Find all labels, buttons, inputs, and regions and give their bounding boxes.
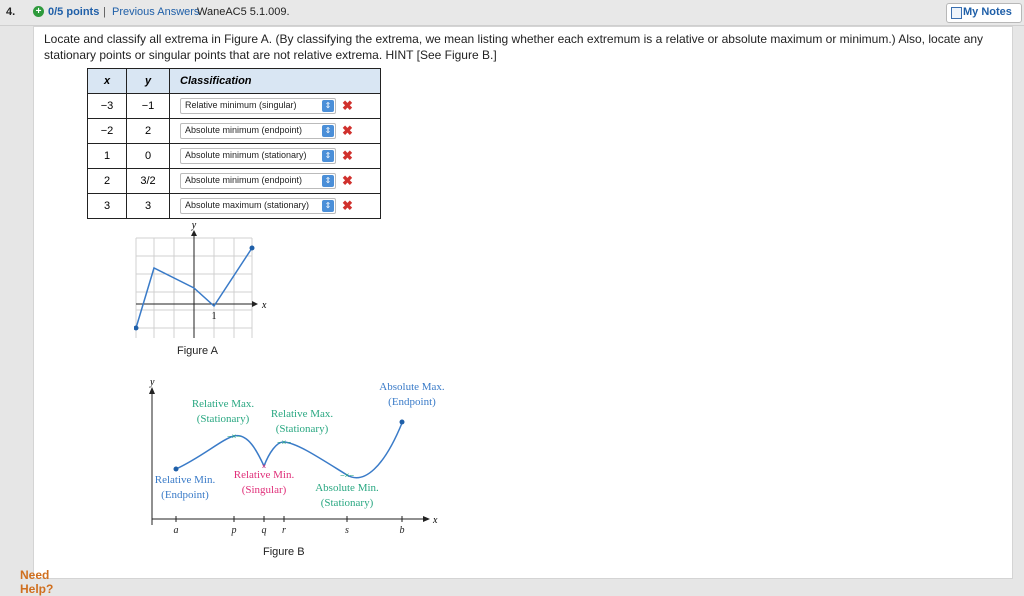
table-row — [88, 94, 381, 119]
figure-a-y-label: y — [191, 220, 197, 231]
question-prompt: Locate and classify all extrema in Figure A. (By classifying the extrema, we mean listing whether each extremum is a relative or absolute maximum or minimum.) Also, locate any stationary points or singular points that are not relative extrema. HINT [See Figure B.] — [44, 32, 984, 62]
figure-b-rel-max2-marker: −×− — [276, 438, 292, 447]
select-value: Absolute minimum (stationary) — [185, 150, 307, 160]
rel-max2-label-2: (Stationary) — [275, 423, 329, 435]
figure-a-x-arrow — [252, 301, 258, 307]
table-header-row — [88, 69, 381, 94]
cell-classification — [170, 169, 381, 194]
figure-b-y-arrow — [149, 387, 155, 394]
points-link[interactable]: 0/5 points — [48, 6, 100, 18]
select-arrows-icon: ⇕ — [322, 125, 334, 137]
figure-b-y-label: y — [150, 377, 155, 388]
classification-select[interactable] — [180, 123, 336, 139]
rel-max1-label-2: (Stationary) — [196, 413, 250, 425]
previous-answers-link[interactable]: Previous Answers — [112, 6, 200, 18]
abs-min-label-1: Absolute Min. — [315, 482, 379, 494]
figure-b-graph — [142, 375, 472, 545]
question-card — [33, 26, 1013, 579]
abs-max-label-2: (Endpoint) — [388, 396, 436, 408]
rel-min-end-label-2: (Endpoint) — [161, 489, 209, 501]
figure-b-right-endpoint — [400, 420, 405, 425]
answer-table — [87, 68, 381, 219]
figure-a-right-endpoint — [250, 246, 255, 251]
select-value: Absolute minimum (endpoint) — [185, 175, 303, 185]
figure-a-graph — [134, 220, 269, 340]
figure-a-left-endpoint — [134, 326, 139, 331]
figure-b-rel-max1-marker: −×− — [226, 432, 242, 441]
classification-select[interactable] — [180, 173, 336, 189]
figure-b-abs-min-marker: −×− — [339, 471, 355, 480]
cell-classification — [170, 144, 381, 169]
cell-y: 3/2 — [127, 169, 170, 194]
classification-select[interactable] — [180, 148, 336, 164]
figure-a-tick-label: 1 — [211, 311, 217, 322]
figure-b-singular-marker: × — [261, 462, 267, 471]
select-arrows-icon: ⇕ — [322, 150, 334, 162]
cell-x: 2 — [88, 169, 127, 194]
cell-x: 3 — [88, 194, 127, 219]
figure-a-x-label: x — [262, 300, 267, 311]
question-code: WaneAC5 5.1.009. — [197, 6, 290, 18]
incorrect-icon: ✖ — [342, 123, 353, 138]
cell-classification — [170, 119, 381, 144]
select-arrows-icon: ⇕ — [322, 175, 334, 187]
rel-min-sing-label-1: Relative Min. — [233, 469, 295, 481]
header-classification: Classification — [170, 69, 381, 94]
incorrect-icon: ✖ — [342, 173, 353, 188]
cell-classification — [170, 94, 381, 119]
select-value: Relative minimum (singular) — [185, 100, 297, 110]
incorrect-icon: ✖ — [342, 98, 353, 113]
my-notes-label: My Notes — [963, 6, 1012, 18]
tick-p: p — [231, 525, 237, 536]
rel-min-sing-label-2: (Singular) — [241, 484, 287, 496]
cell-x: −2 — [88, 119, 127, 144]
rel-min-end-label-1: Relative Min. — [154, 474, 216, 486]
cell-y: 0 — [127, 144, 170, 169]
separator: | — [103, 6, 106, 18]
tick-b: b — [399, 525, 405, 536]
figure-b-x-arrow — [423, 516, 430, 522]
tick-q: q — [261, 525, 267, 536]
figure-b-x-label: x — [433, 515, 438, 526]
abs-min-label-2: (Stationary) — [320, 497, 374, 509]
abs-max-label-1: Absolute Max. — [379, 381, 445, 393]
incorrect-icon: ✖ — [342, 198, 353, 213]
rel-max2-label-1: Relative Max. — [270, 408, 334, 420]
select-value: Absolute minimum (endpoint) — [185, 125, 303, 135]
classification-select[interactable] — [180, 98, 336, 114]
cell-y: 3 — [127, 194, 170, 219]
classification-select[interactable] — [180, 198, 336, 214]
figure-b-caption: Figure B — [263, 546, 305, 558]
cell-y: 2 — [127, 119, 170, 144]
header-x: x — [88, 69, 127, 94]
table-row — [88, 119, 381, 144]
cell-y: −1 — [127, 94, 170, 119]
header-y: y — [127, 69, 170, 94]
tick-r: r — [282, 525, 286, 536]
table-row — [88, 194, 381, 219]
incorrect-icon: ✖ — [342, 148, 353, 163]
figure-b-left-endpoint — [174, 467, 179, 472]
tick-s: s — [345, 525, 349, 536]
table-row — [88, 144, 381, 169]
notes-icon — [951, 7, 962, 19]
select-arrows-icon: ⇕ — [322, 100, 334, 112]
table-row — [88, 169, 381, 194]
figure-a-caption: Figure A — [177, 345, 218, 357]
cell-classification — [170, 194, 381, 219]
select-arrows-icon: ⇕ — [322, 200, 334, 212]
cell-x: −3 — [88, 94, 127, 119]
cell-x: 1 — [88, 144, 127, 169]
rel-max1-label-1: Relative Max. — [191, 398, 255, 410]
need-help-label: Need Help? — [20, 568, 54, 596]
select-value: Absolute maximum (stationary) — [185, 200, 310, 210]
expand-plus-icon[interactable]: + — [33, 6, 44, 17]
my-notes-button[interactable] — [946, 3, 1022, 23]
question-header — [0, 0, 1024, 26]
tick-a: a — [173, 525, 179, 536]
question-number: 4. — [6, 6, 16, 18]
